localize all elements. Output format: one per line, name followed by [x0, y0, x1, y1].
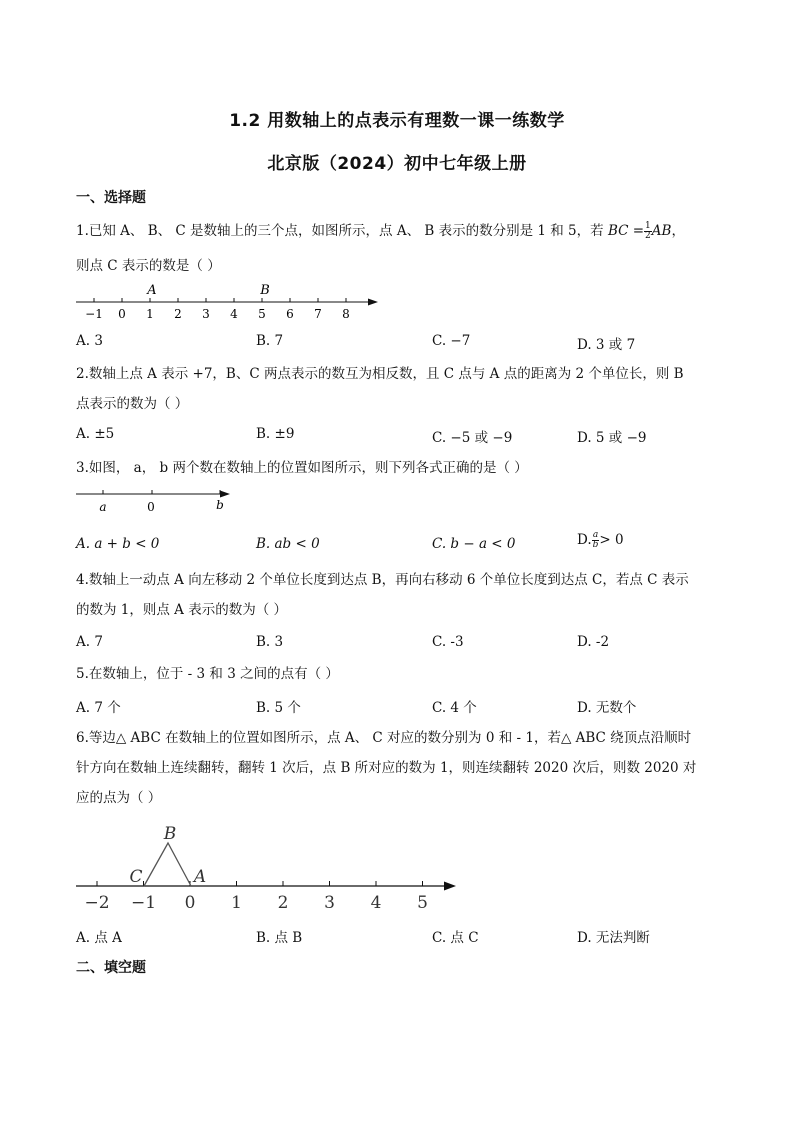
page-subtitle: 北京版（2024）初中七年级上册 [267, 154, 527, 174]
question-5-option-b: B. 5 个 [256, 700, 301, 716]
question-1-axis-tick-label: 2 [174, 307, 182, 321]
question-6-line2: 针方向在数轴上连续翻转，翻转 1 次后，点 B 所对应的数为 1，则连续翻转 2020 次后，则数 2020 对 [76, 760, 697, 776]
question-3-option-d: D. $\frac{a}{b}$ > 0 [577, 530, 624, 550]
question-1-formula-rhs: AB [651, 223, 672, 239]
question-1-text: 1.已知 A、 B、 C 是数轴上的三个点，如图所示，点 A、 B 表示的数分别是 1 和 5，若 [76, 223, 604, 239]
question-4-option-d: D. -2 [577, 634, 610, 650]
question-3-number-line [72, 485, 242, 517]
question-2-line1: 2.数轴上点 A 表示 +7，B、C 两点表示的数互为相反数，且 C 点与 A 点的距离为 2 个单位长，则 B [76, 366, 684, 382]
question-3-label-zero: 0 [147, 500, 155, 514]
question-6-option-c: C. 点 C [432, 930, 479, 946]
question-1-fraction: $\frac{1}{2}$ [645, 221, 651, 241]
question-1-axis-tick-label: 6 [286, 307, 294, 321]
question-6-label-b: B [163, 824, 177, 844]
question-5-text: 5.在数轴上，位于 - 3 和 3 之间的点有（ ） [76, 666, 339, 682]
question-1-axis-tick-label: 3 [202, 307, 210, 321]
question-6-axis-tick-label: 3 [324, 893, 335, 913]
question-1-axis-tick-label: 5 [258, 307, 266, 321]
question-6-line1: 6.等边△ ABC 在数轴上的位置如图所示，点 A、 C 对应的数分别为 0 和 - 1，若△ ABC 绕顶点沿顺时 [76, 730, 692, 746]
question-3-option-b: B. ab < 0 [256, 536, 320, 552]
question-3-option-c: C. b − a < 0 [432, 536, 516, 552]
question-4-option-b: B. 3 [256, 634, 284, 650]
question-6-axis-tick-label: −1 [130, 893, 157, 913]
question-6-axis-tick-label: 4 [370, 893, 382, 913]
question-6-axis-tick-label: 5 [417, 893, 428, 913]
question-4-option-a: A. 7 [76, 634, 103, 650]
question-1-axis-tick-label: −1 [85, 307, 103, 321]
question-3-label-a: a [99, 500, 107, 514]
question-6-option-b: B. 点 B [256, 930, 303, 946]
question-6-axis-tick-label: −2 [84, 893, 110, 913]
question-3-text: 3.如图， a， b 两个数在数轴上的位置如图所示，则下列各式正确的是（ ） [76, 460, 528, 476]
question-6-label-c: C [129, 867, 143, 887]
question-1-option-a: A. 3 [76, 333, 103, 349]
question-2-option-c: C. −5 或 −9 [432, 430, 513, 446]
question-1-axis-tick-label: 7 [314, 307, 322, 321]
question-1-option-d: D. 3 或 7 [577, 337, 636, 353]
question-1-option-c: C. −7 [432, 333, 471, 349]
question-1-label-b: B [260, 283, 270, 298]
question-6-label-a: A [193, 867, 207, 887]
question-2-option-d: D. 5 或 −9 [577, 430, 647, 446]
question-1-formula-lhs: BC = [607, 223, 645, 239]
question-6-axis-tick-label: 1 [231, 893, 242, 913]
page-title: 1.2 用数轴上的点表示有理数一课一练数学 [229, 111, 565, 131]
question-1-line1: 1.已知 A、 B、 C 是数轴上的三个点，如图所示，点 A、 B 表示的数分别是 1 和 5，若 BC = $\frac{1}{2}$ AB， [76, 221, 685, 241]
section-heading-fill: 二、填空题 [76, 960, 146, 976]
question-2-option-a: A. ±5 [76, 426, 115, 442]
question-1-label-a: A [147, 283, 157, 298]
question-5-option-d: D. 无数个 [577, 700, 637, 716]
question-5-option-a: A. 7 个 [76, 700, 121, 716]
question-6-line3: 应的点为（ ） [76, 790, 162, 806]
question-1-axis-tick-label: 4 [230, 307, 238, 321]
question-2-line2: 点表示的数为（ ） [76, 396, 189, 412]
question-6-option-a: A. 点 A [76, 930, 122, 946]
question-1-line2: 则点 C 表示的数是（ ） [76, 258, 221, 274]
question-6-axis-tick-label: 2 [277, 893, 289, 913]
question-6-option-d: D. 无法判断 [577, 930, 650, 946]
question-4-line2: 的数为 1，则点 A 表示的数为（ ） [76, 602, 288, 618]
question-3-label-b: b [216, 498, 224, 512]
question-1-axis-tick-label: 8 [342, 307, 350, 321]
question-4-line1: 4.数轴上一动点 A 向左移动 2 个单位长度到达点 B，再向右移动 6 个单位长度到达点 C，若点 C 表示 [76, 572, 689, 588]
question-6-number-line [70, 816, 470, 916]
question-5-option-c: C. 4 个 [432, 700, 477, 716]
question-3-option-d-fraction: $\frac{a}{b}$ [592, 530, 599, 550]
question-1-axis-tick-label: 1 [146, 307, 154, 321]
question-3-option-a: A. a + b < 0 [76, 536, 160, 552]
question-4-option-c: C. -3 [432, 634, 464, 650]
section-heading-choice: 一、选择题 [76, 190, 146, 206]
question-1-number-line [70, 280, 390, 328]
question-2-option-b: B. ±9 [256, 426, 295, 442]
question-1-option-b: B. 7 [256, 333, 284, 349]
question-6-axis-tick-label: 0 [184, 893, 196, 913]
question-1-axis-tick-label: 0 [118, 307, 126, 321]
